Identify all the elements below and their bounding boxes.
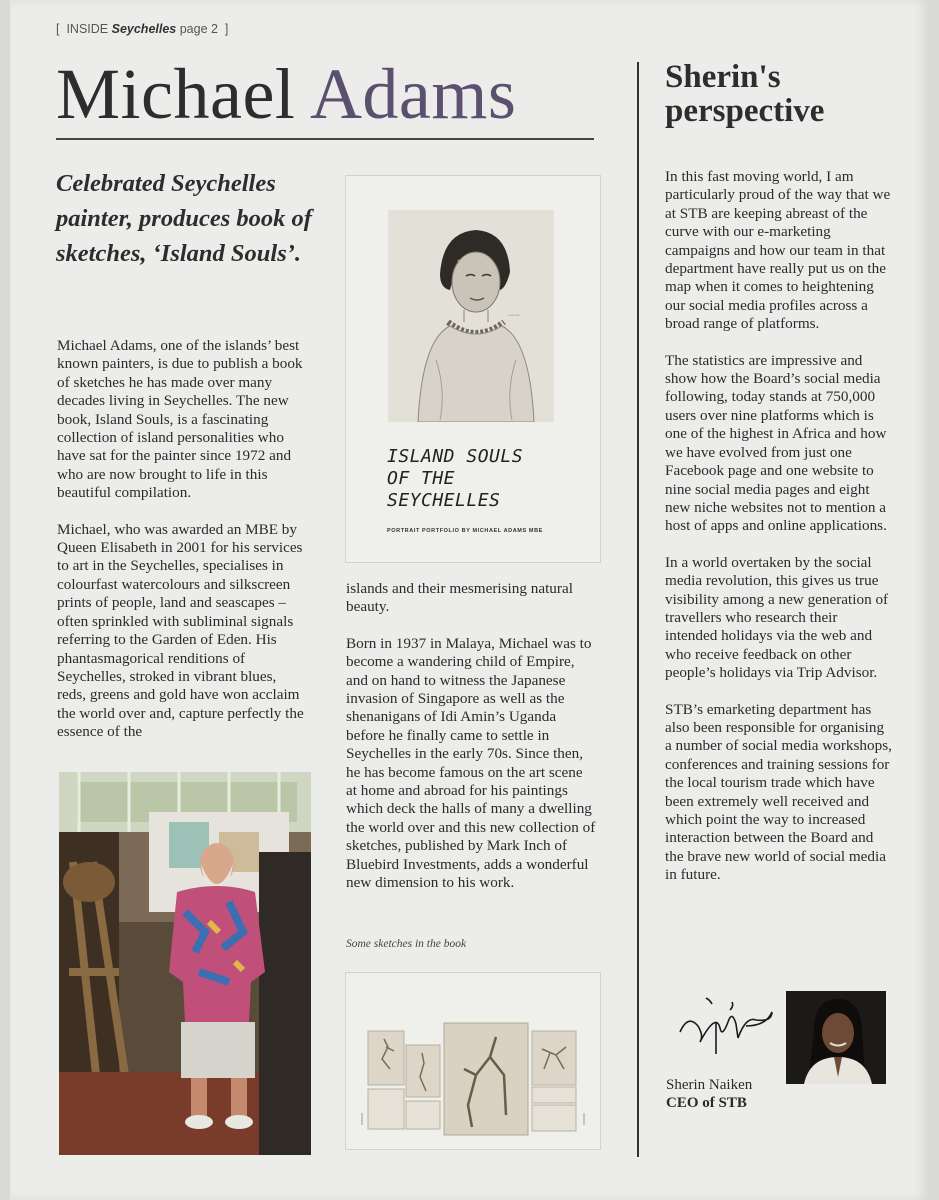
painter-studio-photo	[59, 772, 311, 1155]
book-title-line-3: SEYCHELLES	[387, 490, 501, 511]
header-section: Seychelles	[111, 22, 177, 36]
portrait-sketch-image	[388, 210, 554, 422]
sidebar-title-line-1: Sherin's	[665, 59, 781, 95]
author-title: CEO of STB	[666, 1095, 747, 1111]
headshot-image	[786, 991, 886, 1084]
author-name: Sherin Naiken	[666, 1077, 753, 1093]
article-paragraph-1: Michael Adams, one of the islands’ best known painters, is due to publish a book of sketches he has made over many decades living in Seychelles. The new book, Island Souls, is a fascinating collection of island personalities who have sat for the painter since 1972 and who are now brought to life in this beautiful compilation.	[57, 337, 303, 502]
sidebar-title-line-2: perspective	[665, 93, 825, 129]
book-sketches-image	[346, 973, 600, 1149]
title-last-name: Adams	[309, 54, 517, 134]
sketches-caption: Some sketches in the book	[346, 938, 467, 950]
book-cover-portrait	[388, 210, 554, 422]
article-column-2	[346, 580, 596, 911]
sidebar-paragraph-2: The statistics are impressive and show how the Board’s social media following, today stands at 750,000 users over nine platforms which is one of the highest in Africa and how we have evolved from just one Facebook page and one website to nine social media pages and eight new niche websites not to mention a host of apps and online applications.	[665, 351, 887, 535]
sidebar-paragraph-1: In this fast moving world, I am particularly proud of the way that we at STB are keeping abreast of the curve with our e-marketing campaigns and how our team in that department have really put us on the map when it comes to heightening our social media profiles across a broad range of platforms.	[665, 168, 891, 333]
book-cover-subtitle: PORTRAIT PORTFOLIO BY MICHAEL ADAMS MBE	[387, 528, 543, 534]
article-paragraph-4: Born in 1937 in Malaya, Michael was to become a wandering child of Empire, and on hand to witness the Japanese invasion of Singapore as well as the shenanigans of Idi Amin’s Uganda before he finally came to settle in Seychelles in the early 70s. Since then, he has become famous on the art scene at home and abroad for his paintings which deck the halls of many a dwelling the world over and this new collection of sketches, published by Mark Inch of Bluebird Investments, adds a wonderful new dimension to his work.	[346, 634, 596, 892]
article-subhead: Celebrated Seychelles painter, produces book of sketches, ‘Island Souls’.	[56, 170, 312, 267]
bracket-open: [	[56, 22, 60, 36]
portrait-signature-scribble: ~~~	[508, 312, 520, 320]
signature	[676, 992, 778, 1060]
signature-image	[676, 992, 778, 1060]
sketches-frame	[345, 972, 601, 1150]
painter-photo-image	[59, 772, 311, 1155]
book-title-line-1: ISLAND SOULS	[387, 446, 524, 467]
title-underline	[56, 138, 594, 140]
author-headshot	[786, 991, 886, 1084]
title-first-name: Michael	[56, 54, 296, 134]
book-title-line-2: OF THE	[387, 468, 456, 489]
article-paragraph-2: Michael, who was awarded an MBE by Queen Elisabeth in 2001 for his services to art in the Seychelles, specialises in colourfast watercolours and silkscreen prints of people, land and seascapes – often sprinkled with subliminal signals referring to the Garden of Eden. His phantasmagorical renditions of Seychelles, stroked in vibrant blues, reds, greens and gold have won acclaim the world over and, capture perfectly the essence of the	[57, 520, 304, 741]
article-title	[56, 54, 517, 134]
column-divider	[637, 62, 639, 1157]
section-header	[56, 22, 228, 36]
sidebar-paragraph-3: In a world overtaken by the social media revolution, this gives us true visibility among a new generation of travellers who research their intended holidays via the web and who receive feedback on other people’s holidays via Trip Advisor.	[665, 553, 889, 682]
article-paragraph-3: islands and their mesmerising natural beauty.	[346, 580, 573, 616]
header-inside: INSIDE	[66, 22, 109, 36]
sidebar-title	[665, 60, 905, 128]
sidebar-column	[665, 168, 893, 903]
book-cover-title	[387, 446, 587, 512]
sidebar-paragraph-4: STB’s emarketing department has also been responsible for organising a number of social media workshops, conferences and training sessions for the local tourism trade which have been extremely well received and which point the way to increased interaction between the Board and the brave new world of social media in future.	[665, 700, 892, 884]
article-column-1	[57, 337, 307, 760]
bracket-close: ]	[224, 22, 229, 36]
header-page: page 2	[179, 22, 218, 36]
